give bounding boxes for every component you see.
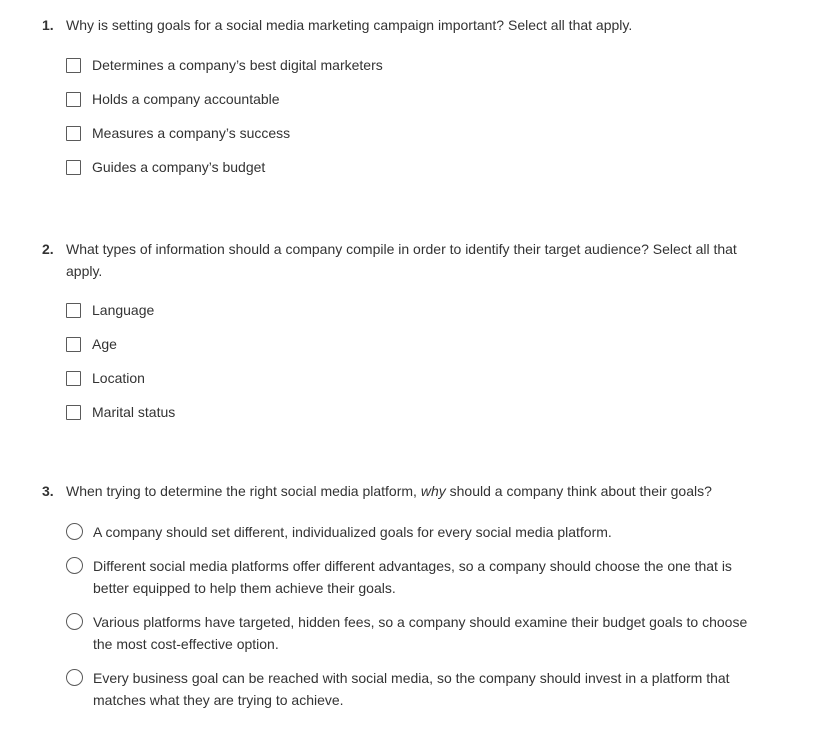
checkbox-options xyxy=(66,48,762,184)
question-header xyxy=(42,480,762,502)
question-number: 2. xyxy=(42,241,54,257)
option-hidden-fees[interactable] xyxy=(66,611,762,655)
question-header xyxy=(42,238,762,282)
question-text-after: should a company think about their goals? xyxy=(445,483,712,499)
option-language[interactable] xyxy=(66,293,762,327)
option-budget[interactable] xyxy=(66,150,762,184)
option-label: A company should set different, individualized goals for every social media platform. xyxy=(93,524,612,540)
option-label: Guides a company’s budget xyxy=(92,159,266,175)
option-label: Language xyxy=(92,302,155,318)
radio-button[interactable] xyxy=(66,613,83,630)
option-label: Age xyxy=(92,336,117,352)
checkbox[interactable] xyxy=(66,126,81,141)
checkbox[interactable] xyxy=(66,405,81,420)
radio-button[interactable] xyxy=(66,523,83,540)
option-age[interactable] xyxy=(66,327,762,361)
question-text: Why is setting goals for a social media marketing campaign important? Select all that apply. xyxy=(66,17,633,33)
option-individualized-goals[interactable] xyxy=(66,521,762,543)
option-label: Marital status xyxy=(92,404,176,420)
option-label: Measures a company’s success xyxy=(92,125,291,141)
question-text: What types of information should a company compile in order to identify their target audience? Select all that apply. xyxy=(66,241,737,279)
question-number: 3. xyxy=(42,483,54,499)
option-best-digital-marketers[interactable] xyxy=(66,48,762,82)
checkbox[interactable] xyxy=(66,58,81,73)
checkbox-options xyxy=(66,293,762,429)
option-label: Holds a company accountable xyxy=(92,91,280,107)
question-text-emphasis: why xyxy=(420,483,446,499)
question-header xyxy=(42,14,762,36)
option-label: Various platforms have targeted, hidden fees, so a company should examine their budget goals to choose the most cost-effective option. xyxy=(93,614,748,652)
radio-options xyxy=(66,521,762,711)
question-1 xyxy=(42,14,762,184)
option-success[interactable] xyxy=(66,116,762,150)
option-label: Location xyxy=(92,370,145,386)
option-marital-status[interactable] xyxy=(66,395,762,429)
question-text-before: When trying to determine the right social media platform, xyxy=(66,483,421,499)
option-accountable[interactable] xyxy=(66,82,762,116)
checkbox[interactable] xyxy=(66,303,81,318)
question-text xyxy=(66,480,762,502)
option-label: Every business goal can be reached with social media, so the company should invest in a platform that matches what they are trying to achieve. xyxy=(93,670,730,708)
question-2 xyxy=(42,238,762,429)
option-different-advantages[interactable] xyxy=(66,555,762,599)
option-every-goal[interactable] xyxy=(66,667,762,711)
checkbox[interactable] xyxy=(66,337,81,352)
radio-button[interactable] xyxy=(66,557,83,574)
option-label: Different social media platforms offer different advantages, so a company should choose the one that is better equipped to help them achieve their goals. xyxy=(93,558,732,596)
radio-button[interactable] xyxy=(66,669,83,686)
checkbox[interactable] xyxy=(66,371,81,386)
checkbox[interactable] xyxy=(66,160,81,175)
option-label: Determines a company’s best digital marketers xyxy=(92,57,383,73)
question-number: 1. xyxy=(42,17,54,33)
checkbox[interactable] xyxy=(66,92,81,107)
question-3 xyxy=(42,480,762,723)
option-location[interactable] xyxy=(66,361,762,395)
